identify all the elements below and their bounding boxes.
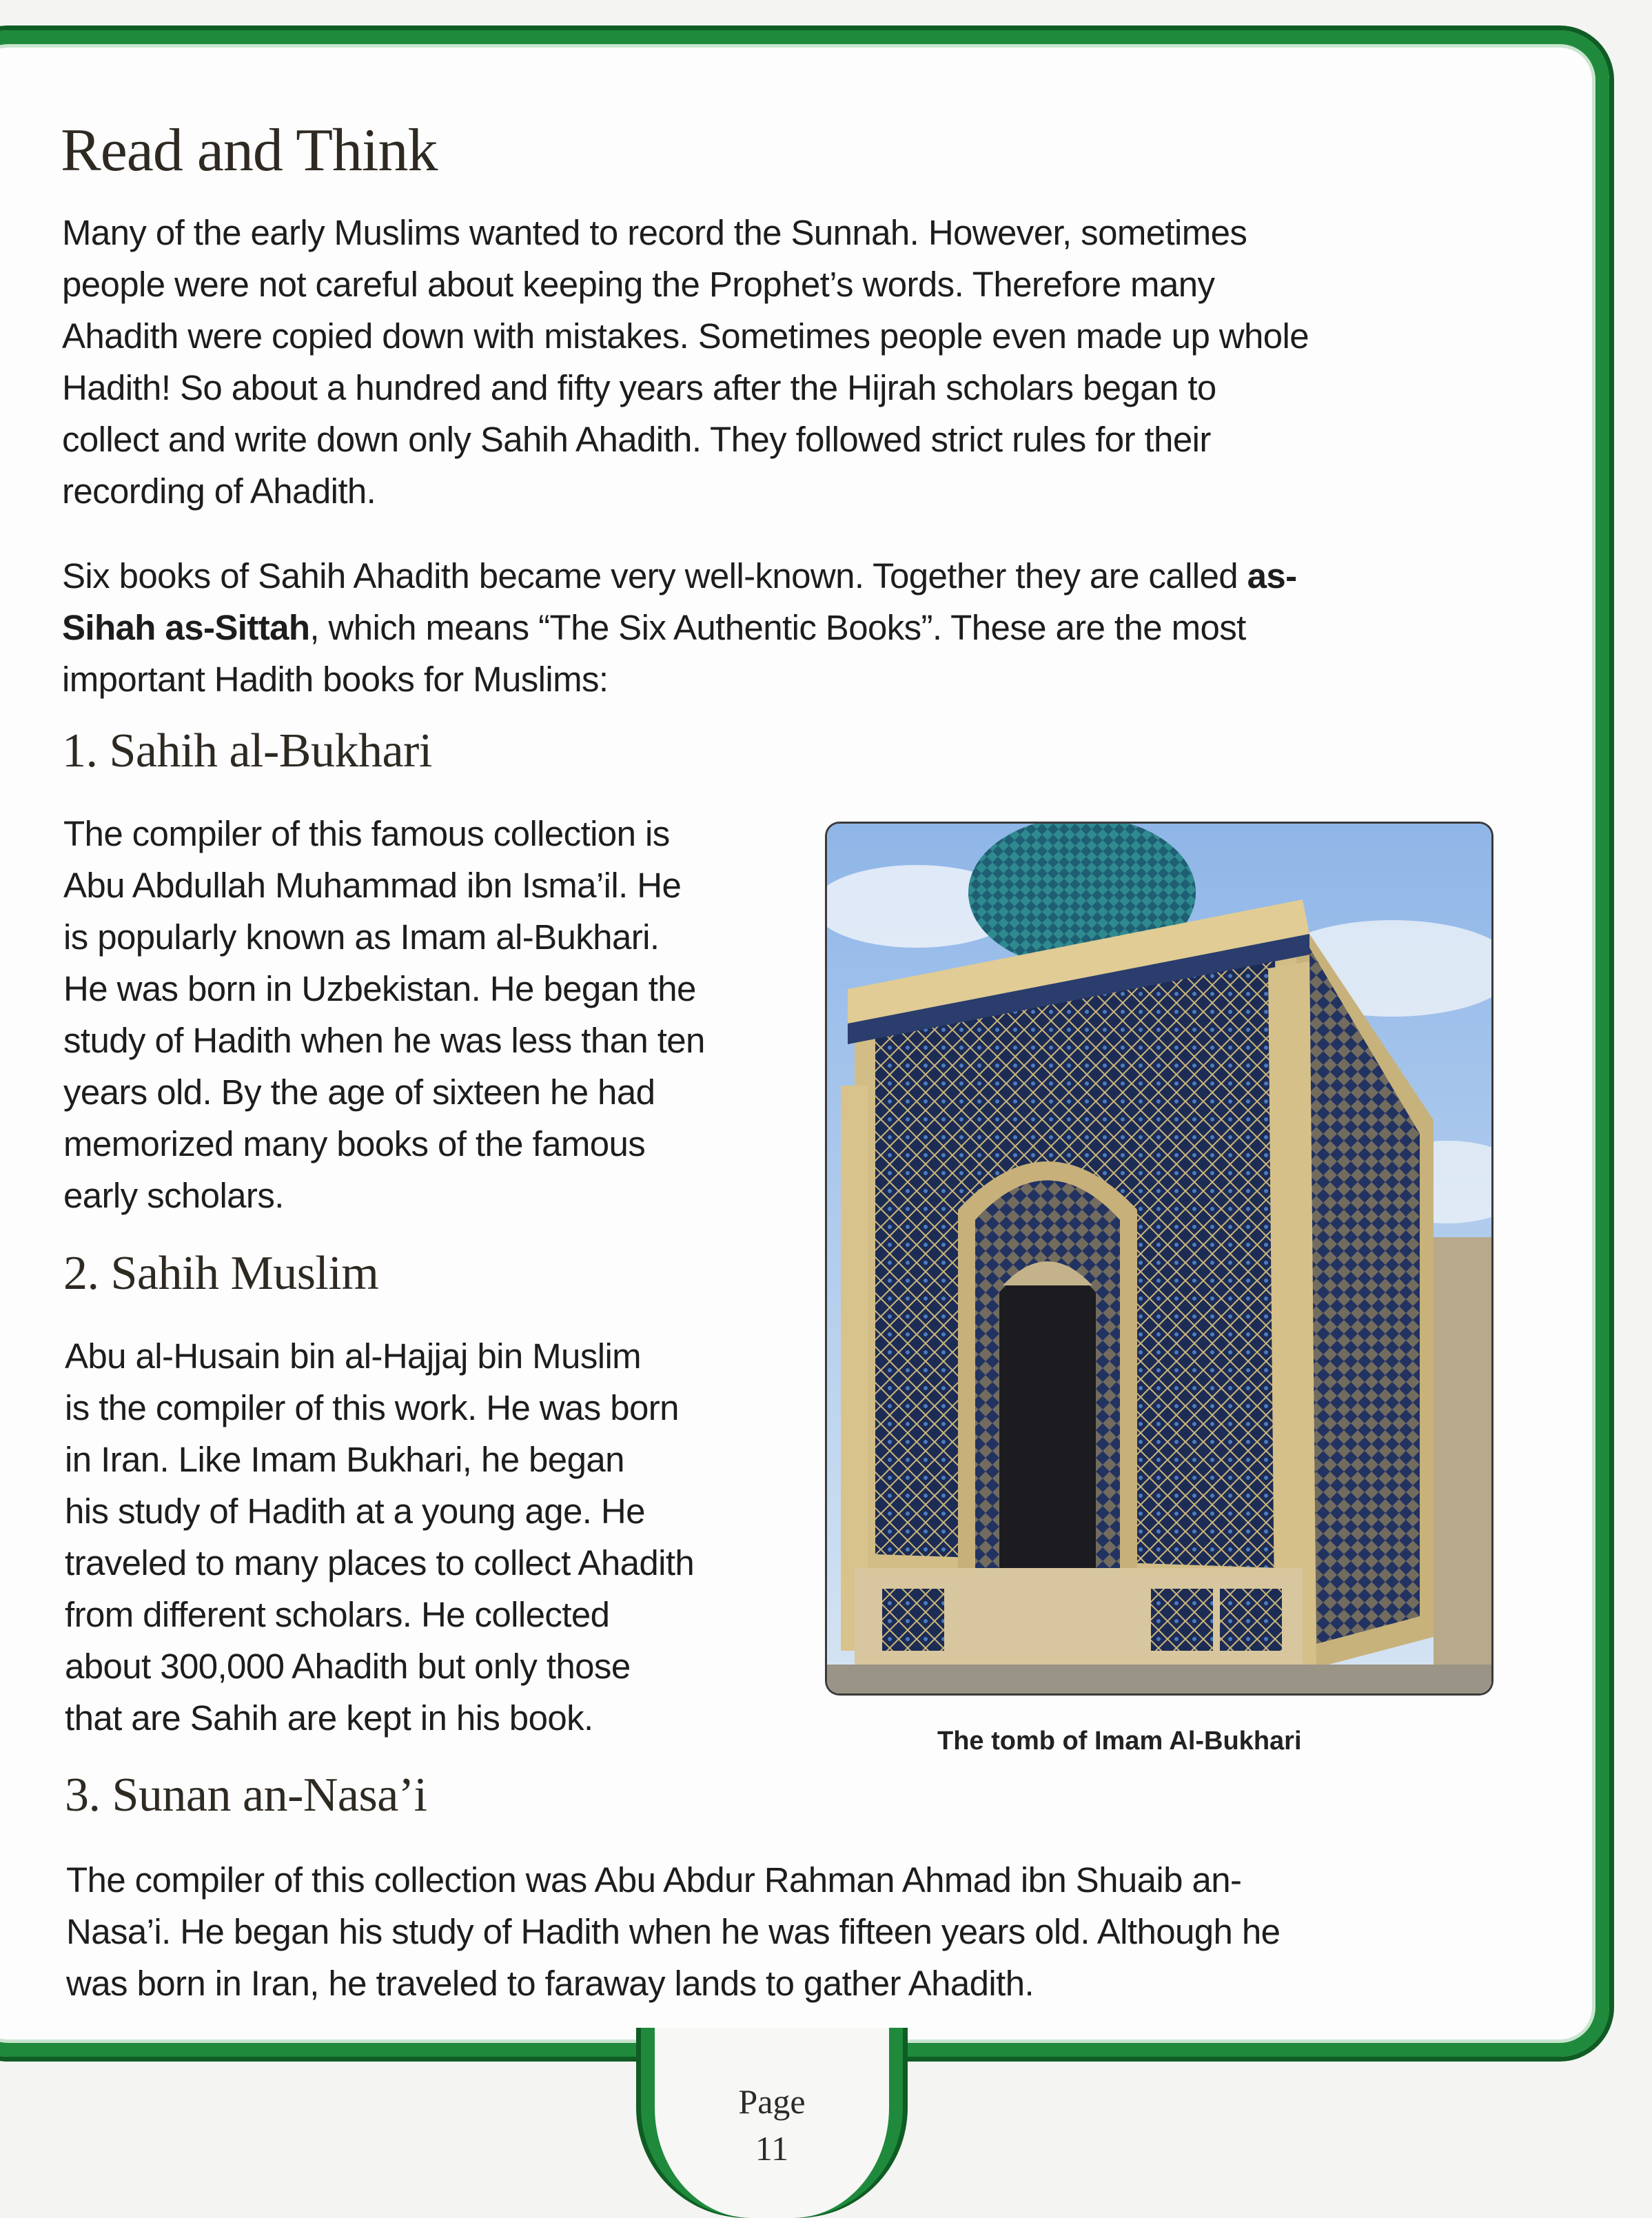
intro-line: Many of the early Muslims wanted to record the Sunnah. However, sometimes [62,213,1247,252]
body-line: about 300,000 Ahadith but only those [65,1647,631,1686]
body-line: from different scholars. He collected [65,1595,610,1634]
intro-paragraph [62,207,1309,517]
six-books-line-1: Six books of Sahih Ahadith became very well-known. Together they are called as- [62,556,1297,596]
body-line: Nasa’i. He began his study of Hadith when he was fifteen years old. Although he [66,1912,1281,1951]
body-line: He was born in Uzbekistan. He began the [63,969,696,1008]
six-books-line-2: Sihah as-Sittah, which means “The Six Authentic Books”. These are the most [62,608,1246,647]
body-line: his study of Hadith at a young age. He [65,1492,645,1531]
body-line: that are Sahih are kept in his book. [65,1698,593,1738]
page-number: 11 [755,2129,789,2168]
page-heading: Read and Think [61,117,438,184]
six-books-paragraph [62,550,1297,705]
body-line: is popularly known as Imam al-Bukhari. [63,917,660,957]
six-books-line-3: important Hadith books for Muslims: [62,660,609,699]
body-line: The compiler of this famous collection is [63,814,670,853]
intro-line: collect and write down only Sahih Ahadith. They followed strict rules for their [62,420,1211,459]
photo-caption: The tomb of Imam Al-Bukhari [937,1727,1302,1756]
body-line: Abu Abdullah Muhammad ibn Isma’il. He [63,866,682,905]
section-title-muslim: 2. Sahih Muslim [63,1247,379,1300]
body-line: was born in Iran, he traveled to faraway lands to gather Ahadith. [66,1964,1034,2003]
body-line: Abu al-Husain bin al-Hajjaj bin Muslim [65,1336,642,1376]
intro-line: Hadith! So about a hundred and fifty years after the Hijrah scholars began to [62,368,1216,407]
body-line: traveled to many places to collect Ahadith [65,1543,695,1583]
body-line: in Iran. Like Imam Bukhari, he began [65,1440,624,1479]
body-line: memorized many books of the famous [63,1124,646,1163]
section-title-bukhari: 1. Sahih al-Bukhari [62,724,432,777]
section-title-nasai: 3. Sunan an-Nasa’i [65,1769,427,1822]
body-line: The compiler of this collection was Abu Abdur Rahman Ahmad ibn Shuaib an- [66,1860,1242,1900]
body-line: is the compiler of this work. He was born [65,1388,679,1427]
section-body-nasai [66,1854,1280,2009]
tomb-photo [827,824,1491,1693]
intro-line: people were not careful about keeping the Prophet’s words. Therefore many [62,265,1215,304]
intro-line: Ahadith were copied down with mistakes. Sometimes people even made up whole [62,316,1309,356]
body-line: years old. By the age of sixteen he had [63,1072,655,1112]
body-line: study of Hadith when he was less than ten [63,1021,705,1060]
section-body-muslim [65,1330,694,1744]
body-line: early scholars. [63,1176,284,1215]
page-label: Page [738,2082,806,2121]
intro-line: recording of Ahadith. [62,471,376,511]
section-body-bukhari [63,808,705,1221]
page-number-tab [641,2028,903,2218]
